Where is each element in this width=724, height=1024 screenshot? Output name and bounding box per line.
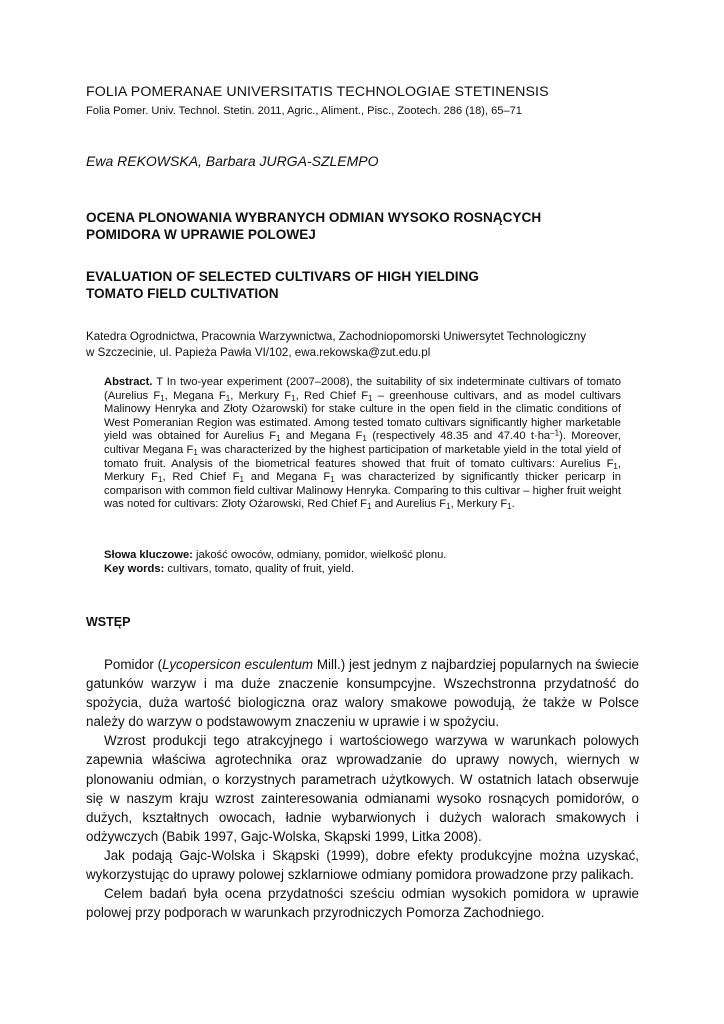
abstract-text: , Merkury F <box>450 498 508 511</box>
abstract-text: (respectively 48.35 and 47.40 t·ha <box>366 430 551 443</box>
subscript: 1 <box>330 475 335 485</box>
abstract-text: – greenhouse cultivars, and as model cultivars Malinowy Henryka and Złoty Ożarowski) for stake culture in the open field in the climatic conditions of West Pomeranian Region was estimated. Among tested tomato cultivars significantly higher marketable yield was obtained for Aurelius F <box>104 389 621 443</box>
article-title-english <box>86 268 639 302</box>
subscript: 1 <box>507 502 512 512</box>
subscript: 1 <box>291 393 296 403</box>
subscript: 1 <box>239 475 244 485</box>
journal-citation: Folia Pomer. Univ. Technol. Stetin. 2011, Agric., Aliment., Pisc., Zootech. 286 (18), 65–71 <box>86 105 522 117</box>
article-authors: Ewa REKOWSKA, Barbara JURGA-SZLEMPO <box>86 153 379 169</box>
keywords-polish <box>104 548 621 562</box>
keywords-polish-text: jakość owoców, odmiany, pomidor, wielkość plonu. <box>192 549 447 561</box>
subscript: 1 <box>367 502 372 512</box>
subscript: 1 <box>160 393 165 403</box>
article-title-english-line2: TOMATO FIELD CULTIVATION <box>86 286 279 301</box>
body-text-run: Pomidor ( <box>104 657 163 672</box>
author-affiliation <box>86 329 639 361</box>
section-heading: WSTĘP <box>86 615 131 629</box>
abstract-text: ). Moreover, cultivar Megana F <box>104 430 621 456</box>
body-text-run: Mill.) jest jednym z najbardziej popularnych na świecie gatunków warzyw i ma duże znaczenie konsumpcyjne. Wszechstronna przydatność do spożycia, duża wartość biologiczna oraz walory smakowe powodują, że także w Polsce należy do warzyw o podstawowym znaczeniu w uprawie i w spożyciu. <box>86 657 640 730</box>
keywords-english <box>104 562 621 576</box>
keywords-english-label: Key words: <box>104 563 165 575</box>
abstract-text: and Aurelius F <box>371 498 447 511</box>
subscript: 1 <box>193 447 198 457</box>
abstract-label: Abstract. <box>104 376 153 388</box>
abstract-text: and Megana F <box>243 471 331 484</box>
keywords-polish-label: Słowa kluczowe: <box>104 549 193 561</box>
journal-title: FOLIA POMERANAE UNIVERSITATIS TECHNOLOGIAE STETINENSIS <box>86 84 549 100</box>
abstract-text: was characterized by the highest participation of marketable yield in the total yield of tomato fruit. Analysis of the biometrical features showed that fruit of tomato cultivars: Aurelius F <box>104 443 622 470</box>
abstract-text: , Red Chief F <box>295 389 369 402</box>
subscript: 1 <box>368 393 373 403</box>
abstract-text: , Red Chief F <box>162 471 240 484</box>
article-title-polish-line2: POMIDORA W UPRAWIE POLOWEJ <box>86 227 316 242</box>
abstract-text: , Megana F <box>164 389 226 402</box>
affiliation-line1: Katedra Ogrodnictwa, Pracownia Warzywnictwa, Zachodniopomorski Uniwersytet Technologiczny <box>86 330 587 343</box>
abstract-paragraph <box>104 376 621 512</box>
subscript: 1 <box>276 434 281 444</box>
abstract-text: was characterized by significantly thicker pericarp in comparison with common field cultivar Malinowy Henryka. Comparing to this cultivar – higher fruit weight was noted for cultivars: Złoty Ożarowski, Red Chief F <box>104 471 622 511</box>
abstract-text: , Merkury F <box>104 457 621 484</box>
subscript: 1 <box>225 393 231 403</box>
keywords-english-text: cultivars, tomato, quality of fruit, yield. <box>164 563 354 575</box>
subscript: 1 <box>158 475 163 485</box>
introduction-body <box>86 655 639 922</box>
subscript: 1 <box>446 502 451 512</box>
body-paragraph: Jak podają Gajc-Wolska i Skąpski (1999), dobre efekty produkcyjne można uzyskać, wykorzystując do uprawy polowej szklarniowe odmiany pomidora prowadzone przy palikach. <box>86 847 639 883</box>
affiliation-line2: w Szczecinie, ul. Papieża Pawła VI/102, ewa.rekowska@zut.edu.pl <box>86 346 431 359</box>
body-paragraph: Wzrost produkcji tego atrakcyjnego i wartościowego warzywa w warunkach polowych zapewnia właściwa agrotechnika oraz wprowadzanie do uprawy nowych, wiernych w plonowaniu odmian, o korzystnych parametrach użytkowych. W ostatnich latach obserwuje się w naszym kraju wzrost zainteresowania odmianami wysoko rosnących pomidorów, o dużych, kształtnych owocach, ładnie wybarwionych i dużych walorach smakowych i odżywczych (Babik 1997, Gajc-Wolska, Skąpski 1999, Litka 2008). <box>86 733 639 844</box>
article-title-english-line1: EVALUATION OF SELECTED CULTIVARS OF HIGH YIELDING <box>86 269 479 284</box>
subscript: 1 <box>362 434 367 444</box>
body-paragraph <box>86 655 639 731</box>
abstract-text: . <box>511 498 515 511</box>
superscript: –1 <box>550 428 560 438</box>
abstract-text: and Megana F <box>280 430 363 443</box>
keywords-block <box>104 548 621 576</box>
abstract-text: T In two-year experiment (2007–2008), the suitability of six indeterminate cultivars of tomato (Aurelius F <box>104 376 621 402</box>
species-name: Lycopersicon esculentum <box>162 657 314 672</box>
subscript: 1 <box>613 461 618 471</box>
body-paragraph: Celem badań była ocena przydatności sześciu odmian wysokich pomidora w uprawie polowej przy podporach w warunkach przyrodniczych Pomorza Zachodniego. <box>86 886 639 921</box>
article-title-polish <box>86 209 639 243</box>
abstract-text: , Merkury F <box>230 389 292 402</box>
article-title-polish-line1: OCENA PLONOWANIA WYBRANYCH ODMIAN WYSOKO ROSNĄCYCH <box>86 210 542 225</box>
